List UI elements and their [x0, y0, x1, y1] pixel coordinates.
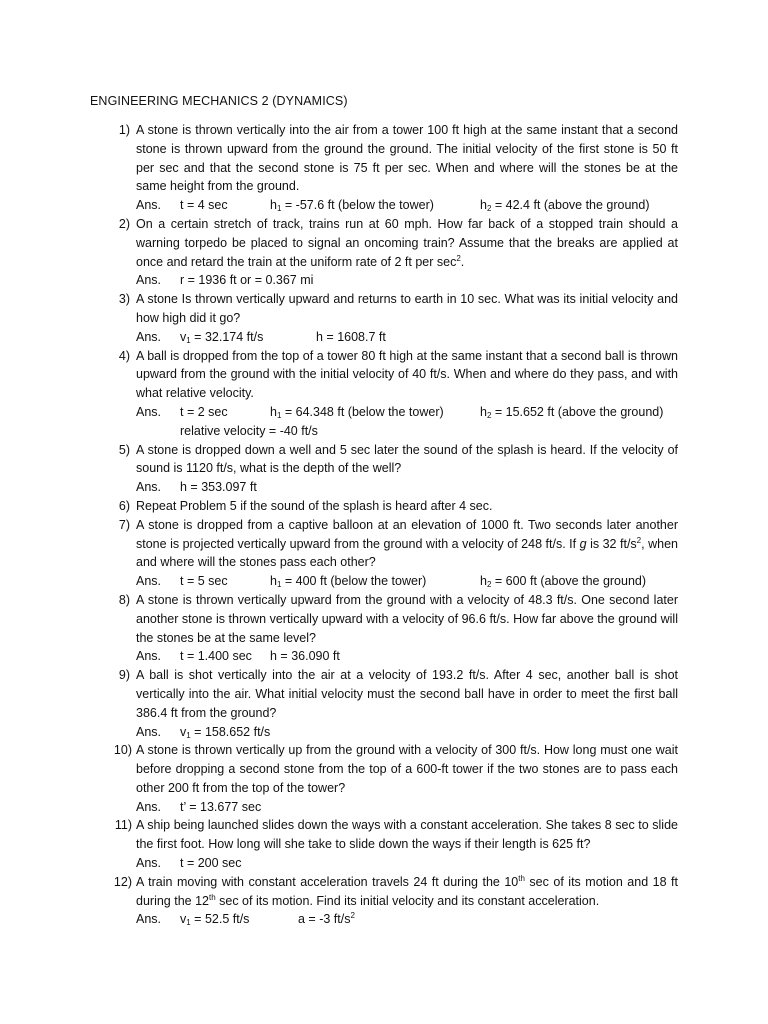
answer-text: = 32.174 ft/s: [190, 329, 264, 344]
problem-10: [0, 741, 768, 816]
answer-line: [136, 403, 678, 422]
problem-text-part: On a certain stretch of track, trains run at 60 mph. How far back of a stopped train should a warning torpedo be placed to signal an oncoming train? Assume that the breaks are applied at once and retard the train at the uniform rate of 2 ft per sec: [136, 216, 678, 269]
answer-value: t = 2 sec: [180, 404, 228, 419]
answer-symbol: v: [180, 329, 187, 344]
answer-symbol: h: [270, 574, 277, 589]
answer-value: [270, 572, 426, 591]
answer-line: [136, 328, 678, 347]
problem-9: [0, 666, 768, 741]
superscript: 2: [636, 535, 642, 545]
problem-11: [0, 816, 768, 872]
answer-label: Ans.: [136, 198, 162, 213]
problem-text: A stone Is thrown vertically upward and returns to earth in 10 sec. What was its initial velocity and how high did it go?: [136, 292, 678, 325]
answer-text: = 158.652 ft/s: [190, 724, 271, 739]
problem-text-part: sec of its motion and 18 ft during the 12: [136, 874, 678, 908]
answer-symbol: h: [480, 404, 487, 419]
answer-label: Ans.: [136, 649, 162, 664]
problem-12: [0, 873, 768, 929]
answer-value: [480, 403, 663, 422]
answer-subscript: 1: [186, 335, 191, 345]
answer-symbol: h: [480, 574, 487, 589]
problem-3: [0, 290, 768, 346]
answer-subscript: 1: [276, 580, 282, 590]
answer-text: = -57.6 ft (below the tower): [281, 198, 434, 213]
answer-line: [136, 422, 678, 441]
answer-value: [180, 328, 263, 347]
problem-2: [0, 215, 768, 290]
problem-8: [0, 591, 768, 666]
answer-value: [480, 572, 646, 591]
problem-text: A stone is dropped down a well and 5 sec later the sound of the splash is heard. If the velocity of sound is 1120 ft/s, what is the depth of the well?: [136, 442, 678, 476]
problem-list: [0, 121, 768, 929]
answer-value: h = 36.090 ft: [270, 649, 340, 664]
answer-value: [270, 196, 434, 215]
answer-text: = 52.5 ft/s: [190, 912, 250, 927]
problem-text: A stone is thrown vertically upward from the ground with a velocity of 48.3 ft/s. One second later another stone is thrown vertically upward with a velocity of 96.6 ft/s. How far above the ground will the stones be at the same level?: [136, 592, 678, 645]
problem-number: 8): [118, 592, 130, 607]
problem-5: [0, 441, 768, 497]
answer-text: = 400 ft (below the tower): [281, 574, 427, 589]
answer-label: Ans.: [136, 480, 162, 495]
answer-value: t = 1.400 sec: [180, 649, 252, 664]
answer-subscript: 2: [486, 580, 492, 590]
answer-label: Ans.: [136, 799, 162, 814]
problem-text-part: sec of its motion. Find its initial velocity and its constant acceleration.: [215, 893, 600, 908]
answer-value: h = 353.097 ft: [180, 480, 257, 495]
answer-label: Ans.: [136, 724, 162, 739]
answer-line: [136, 798, 678, 817]
answer-text: = 600 ft (above the ground): [491, 574, 647, 589]
answer-value: r = 1936 ft or = 0.367 mi: [180, 273, 314, 288]
answer-symbol: v: [180, 912, 187, 927]
problem-text-part: A train moving with constant acceleration travels 24 ft during the 10: [136, 874, 519, 889]
answer-value: h = 1608.7 ft: [316, 329, 386, 344]
problem-number: 5): [118, 442, 130, 457]
problem-text: [136, 215, 678, 271]
answer-label: Ans.: [136, 404, 162, 419]
answer-value: [180, 723, 270, 742]
document-title: ENGINEERING MECHANICS 2 (DYNAMICS): [90, 94, 348, 108]
problem-text-part: , when and where will the stones pass each other?: [136, 536, 678, 570]
superscript: th: [208, 892, 216, 902]
problem-text-part: is 32 ft/s: [586, 536, 637, 551]
answer-label: Ans.: [136, 574, 162, 589]
superscript: 2: [350, 911, 355, 921]
answer-line: [136, 478, 678, 497]
problem-text: Repeat Problem 5 if the sound of the splash is heard after 4 sec.: [136, 498, 493, 513]
answer-label: Ans.: [136, 329, 162, 344]
answer-value: [180, 910, 249, 929]
problem-text-italic: g: [579, 536, 587, 551]
answer-subscript: 1: [276, 410, 282, 420]
answer-label: Ans.: [136, 856, 162, 871]
problem-7: [0, 516, 768, 591]
superscript: th: [518, 873, 525, 883]
answer-symbol: v: [180, 724, 187, 739]
answer-value: [270, 403, 444, 422]
answer-subscript: 1: [186, 730, 191, 740]
answer-line: [136, 723, 678, 742]
answer-value: [480, 196, 650, 215]
problem-text: A stone is thrown vertically up from the ground with a velocity of 300 ft/s. How long must one wait before dropping a second stone from the top of a 600-ft tower if the two stones are to pass each other 200 ft from the top of the tower?: [136, 743, 678, 795]
answer-line: [136, 196, 678, 215]
answer-line: [136, 854, 678, 873]
problem-text: A stone is thrown vertically into the air from a tower 100 ft high at the same instant that a second stone is thrown upward from the ground the ground. The initial velocity of the first stone is 50 ft per sec and that the second stone is 75 ft per sec. When and where will the stones be at the same height from the ground.: [136, 123, 678, 194]
problem-text-part: .: [460, 254, 465, 269]
answer-subscript: 1: [186, 918, 191, 928]
answer-subscript: 1: [276, 204, 282, 214]
problem-4: [0, 347, 768, 441]
answer-value: t = 4 sec: [180, 198, 228, 213]
answer-text: = 15.652 ft (above the ground): [491, 404, 664, 419]
answer-label: Ans.: [136, 912, 162, 927]
problem-number: 11): [114, 818, 132, 833]
problem-text-part: A stone is dropped from a captive balloon at an elevation of 1000 ft. Two seconds later another stone is projected vertically upward from the ground with a velocity of 248 ft/s. If: [136, 517, 678, 551]
problem-text: A ball is dropped from the top of a tower 80 ft high at the same instant that a second ball is thrown upward from the ground with the initial velocity of 40 ft/s. When and where do they pass, and with what relative velocity.: [136, 348, 678, 401]
answer-line: [136, 647, 678, 666]
answer-symbol: h: [480, 198, 487, 213]
answer-text: a = -3 ft/s: [298, 912, 351, 927]
problem-text: [136, 873, 678, 911]
answer-line: [136, 910, 678, 929]
problem-number: 9): [118, 668, 130, 683]
answer-line: [136, 572, 678, 591]
answer-value: t = 5 sec: [180, 574, 228, 589]
problem-number: 12): [113, 874, 132, 889]
problem-text: [136, 516, 678, 572]
problem-number: 7): [118, 517, 130, 532]
superscript: 2: [456, 253, 461, 263]
answer-value: [298, 910, 355, 929]
problem-number: 3): [118, 292, 130, 307]
problem-number: 10): [113, 743, 132, 758]
answer-value: relative velocity = -40 ft/s: [180, 423, 318, 438]
problem-text: A ball is shot vertically into the air at a velocity of 193.2 ft/s. After 4 sec, another ball is shot vertically into the air. What initial velocity must the second ball have in order to meet the first ball 386.4 ft from the ground?: [136, 668, 678, 720]
problem-6: [0, 497, 768, 516]
problem-number: 1): [118, 123, 130, 137]
problem-number: 6): [118, 498, 130, 513]
answer-text: = 64.348 ft (below the tower): [281, 404, 444, 419]
answer-subscript: 2: [486, 410, 492, 420]
problem-number: 2): [118, 216, 130, 231]
answer-text: = 42.4 ft (above the ground): [491, 198, 650, 213]
answer-subscript: 2: [486, 204, 492, 214]
answer-label: Ans.: [136, 273, 162, 288]
answer-line: [136, 271, 678, 290]
answer-symbol: h: [270, 404, 277, 419]
answer-value: t = 200 sec: [180, 856, 242, 871]
problem-text: A ship being launched slides down the ways with a constant acceleration. She takes 8 sec to slide the first foot. How long will she take to slide down the ways if their length is 625 ft?: [136, 818, 678, 852]
problem-1: [0, 121, 768, 215]
problem-number: 4): [118, 348, 130, 363]
answer-value: t’ = 13.677 sec: [180, 799, 262, 814]
answer-symbol: h: [270, 198, 277, 213]
